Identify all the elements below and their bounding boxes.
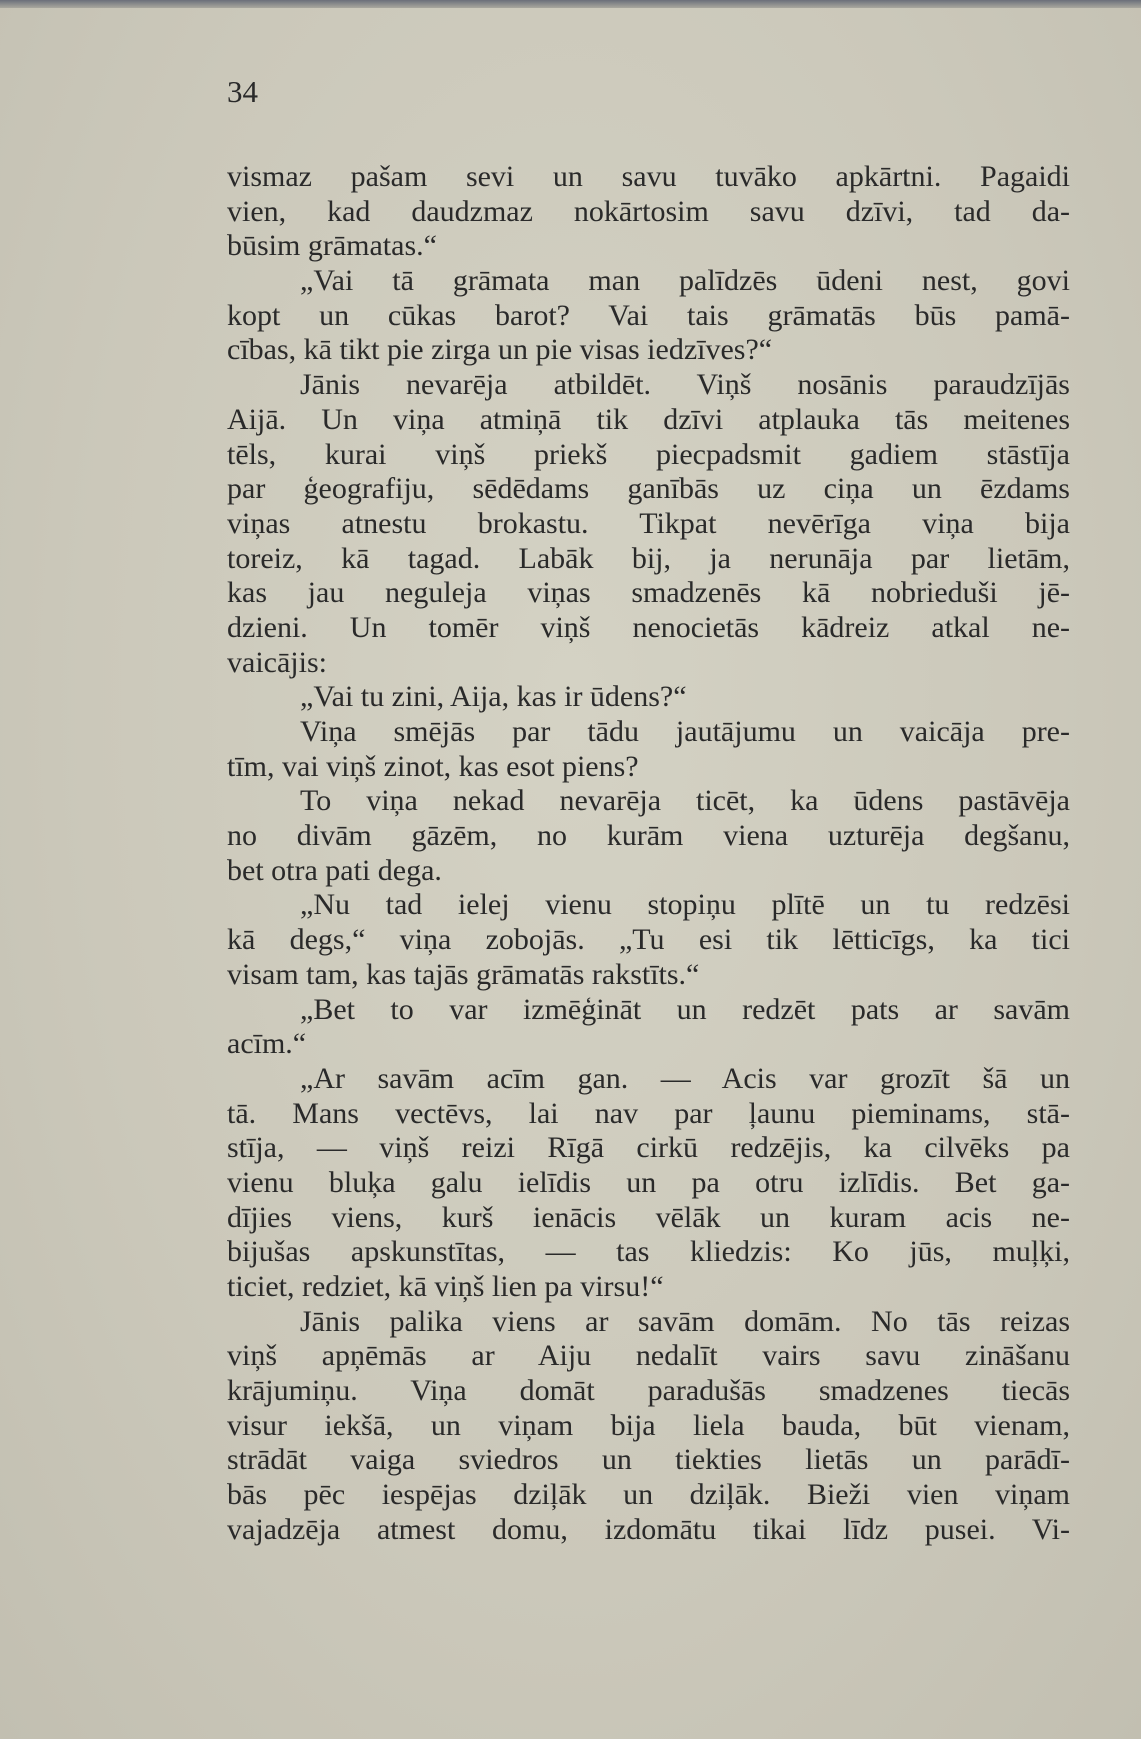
text-line: visam tam, kas tajās grāmatās rakstīts.“: [227, 957, 700, 991]
text-line: no divām gāzēm, no kurām viena uzturēja degšanu,: [227, 819, 1070, 853]
text-line: stīja, — viņš reizi Rīgā cirkū redzējis, ka cilvēks pa: [227, 1131, 1070, 1165]
text-line: Aijā. Un viņa atmiņā tik dzīvi atplauka tās meitenes: [227, 402, 1070, 436]
body-text: [227, 160, 1070, 1548]
page-number: 34: [227, 74, 258, 109]
text-line: viņš apņēmās ar Aiju nedalīt vairs savu zināšanu: [227, 1339, 1070, 1373]
text-line: vaicājis:: [227, 645, 327, 679]
text-line: kopt un cūkas barot? Vai tais grāmatās būs pamā-: [227, 298, 1070, 332]
text-line: „Vai tu zini, Aija, kas ir ūdens?“: [300, 680, 687, 714]
text-line: vienu bluķa galu ielīdis un pa otru izlīdis. Bet ga-: [227, 1165, 1070, 1199]
text-line: dzieni. Un tomēr viņš nenocietās kādreiz atkal ne-: [227, 610, 1070, 644]
text-line: vajadzēja atmest domu, izdomātu tikai līdz pusei. Vi-: [227, 1512, 1070, 1546]
text-line: „Vai tā grāmata man palīdzēs ūdeni nest, govi: [300, 264, 1070, 298]
text-line: būsim grāmatas.“: [227, 229, 437, 263]
text-line: bet otra pati dega.: [227, 853, 442, 887]
text-line: krājumiņu. Viņa domāt paradušās smadzenes tiecās: [227, 1374, 1070, 1408]
text-line: „Nu tad ielej vienu stopiņu plītē un tu redzēsi: [300, 888, 1070, 922]
text-line: viņas atnestu brokastu. Tikpat nevērīga viņa bija: [227, 506, 1070, 540]
text-line: bijušas apskunstītas, — tas kliedzis: Ko jūs, muļķi,: [227, 1235, 1070, 1269]
text-line: „Bet to var izmēģināt un redzēt pats ar savām: [300, 992, 1070, 1026]
text-line: kā degs,“ viņa zobojās. „Tu esi tik lētticīgs, ka tici: [227, 923, 1070, 957]
text-line: vismaz pašam sevi un savu tuvāko apkārtni. Pagaidi: [227, 160, 1070, 193]
text-line: dījies viens, kurš ienācis vēlāk un kuram acis ne-: [227, 1200, 1070, 1234]
text-line: toreiz, kā tagad. Labāk bij, ja nerunāja par lietām,: [227, 541, 1070, 575]
text-line: tīm, vai viņš zinot, kas esot piens?: [227, 749, 639, 783]
text-line: bās pēc iespējas dziļāk un dziļāk. Bieži vien viņam: [227, 1478, 1070, 1512]
text-line: Jānis palika viens ar savām domām. No tās reizas: [300, 1304, 1070, 1338]
text-line: „Ar savām acīm gan. — Acis var grozīt šā un: [300, 1061, 1070, 1095]
text-line: strādāt vaiga sviedros un tiekties lietās un parādī-: [227, 1443, 1070, 1477]
text-line: cības, kā tikt pie zirga un pie visas iedzīves?“: [227, 333, 773, 367]
page-top-edge: [0, 0, 1141, 8]
text-line: To viņa nekad nevarēja ticēt, ka ūdens pastāvēja: [300, 784, 1070, 818]
text-line: par ģeografiju, sēdēdams ganībās uz ciņa un ēzdams: [227, 472, 1070, 506]
text-line: kas jau neguleja viņas smadzenēs kā nobrieduši jē-: [227, 576, 1070, 610]
text-line: vien, kad daudzmaz nokārtosim savu dzīvi, tad da-: [227, 194, 1070, 228]
text-line: Jānis nevarēja atbildēt. Viņš nosānis paraudzījās: [300, 368, 1070, 402]
text-line: ticiet, redziet, kā viņš lien pa virsu!“: [227, 1270, 664, 1303]
text-line: tā. Mans vectēvs, lai nav par ļaunu pieminams, stā-: [227, 1096, 1070, 1130]
text-line: acīm.“: [227, 1027, 307, 1061]
book-page: [0, 8, 1141, 1739]
text-line: tēls, kurai viņš priekš piecpadsmit gadiem stāstīja: [227, 437, 1070, 471]
text-line: Viņa smējās par tādu jautājumu un vaicāja pre-: [300, 715, 1070, 748]
text-line: visur iekšā, un viņam bija liela bauda, būt vienam,: [227, 1408, 1070, 1442]
